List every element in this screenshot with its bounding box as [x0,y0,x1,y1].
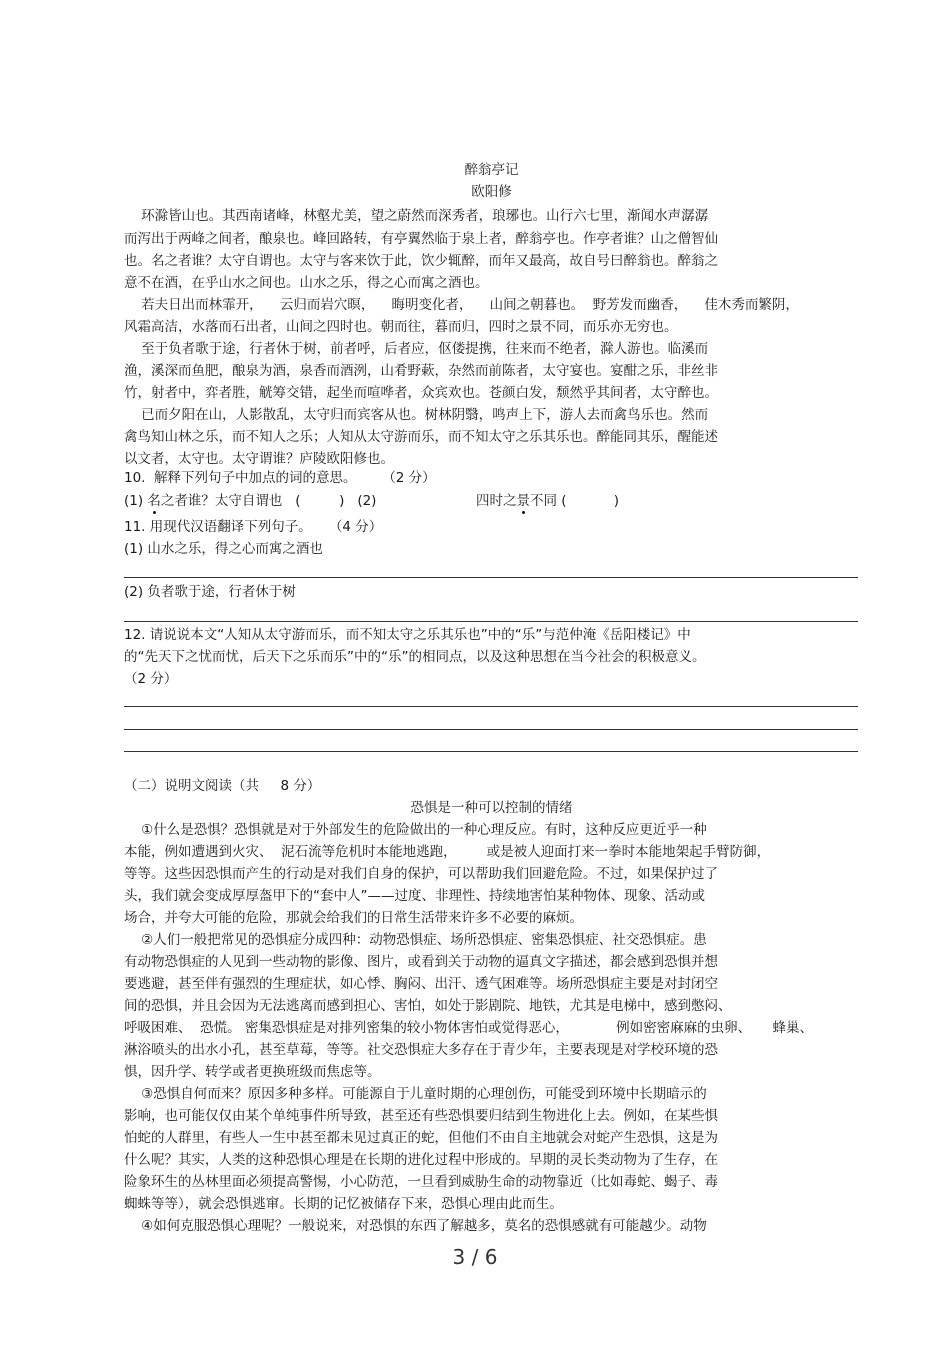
page-number: 3 / 6 [452,1245,498,1269]
article-line: 等等。这些因恐惧而产生的行动是对我们自身的保护，可以帮助我们回避危险。不过，如果保护过了 [124,866,718,882]
poem-line: 意不在酒，在乎山水之间也。山水之乐，得之心而寓之酒也。 [124,275,489,291]
question-12-line: 12. 请说说本文“人知从太守游而乐，而不知太守之乐其乐也”中的“乐”与范仲淹《岳阳楼记》中 [124,627,691,643]
question-11-item2: (2) 负者歌于途，行者休于树 [124,584,296,600]
article-line: ④如何克服恐惧心理呢？一般说来，对恐惧的东西了解越多，莫名的恐惧感就有可能越少。动物 [124,1218,707,1234]
article-line: 影响，也可能仅仅由某个单纯事件所导致，甚至还有些恐惧要归结到生物进化上去。例如，在某些惧 [124,1108,718,1124]
article-line: 什么呢？其实，人类的这种恐惧心理是在长期的进化过程中形成的。早期的灵长类动物为了生存，在 [124,1152,718,1168]
question-11-stem: 11. 用现代汉语翻译下列句子。 （4 分） [124,519,383,535]
article-line: 场合，并夸大可能的危险，那就会给我们的日常生活带来许多不必要的麻烦。 [124,910,583,926]
article-line: ②人们一般把常见的恐惧症分成四种：动物恐惧症、场所恐惧症、密集恐惧症、社交恐惧症。患 [124,932,707,948]
article-line: 淋浴喷头的出水小孔，甚至草莓，等等。社交恐惧症大多存在于青少年，主要表现是对学校环境的恐 [124,1042,718,1058]
article-line: 蜘蛛等等），就会恐惧逃窜。长期的记忆被储存下来，恐惧心理由此而生。 [124,1196,563,1212]
poem-line: 竹，射者中，弈者胜，觥筹交错，起坐而喧哗者，众宾欢也。苍颜白发，颓然乎其间者，太守醉也。 [124,385,718,401]
article-line: 本能，例如遭遇到火灾、 泥石流等危机时本能地逃跑， 或是被人迎面打来一拳时本能地架起手臂防御， [124,844,771,860]
article-line: 头，我们就会变成厚厚盔甲下的“套中人”——过度、非理性、持续地害怕某种物体、现象、活动或 [124,888,705,904]
q10-part1-prefix: (1) [124,493,148,509]
answer-line [124,577,858,578]
answer-line [124,751,858,752]
answer-line [124,729,858,730]
q10-part2-prefix: 四时之 [476,493,517,509]
article-line: 险象环生的丛林里面必须提高警惕，小心防范，一旦看到威胁生命的动物靠近（比如毒蛇、蝎子、毒 [124,1174,718,1190]
article-line: ③恐惧自何而来？原因多种多样。可能源自于儿童时期的心理创伤，可能受到环境中长期暗示的 [124,1086,707,1102]
poem-line: 以文者，太守也。太守谓谁？庐陵欧阳修也。 [124,451,394,467]
poem-line: 至于负者歌于途，行者休于树，前者呼，后者应，伛偻提携，往来而不绝者，滁人游也。临溪而 [124,341,709,357]
article-line: 要逃避，甚至伴有强烈的生理症状，如心悸、胸闷、出汗、透气困难等。场所恐惧症主要是对封闭空 [124,976,718,992]
answer-line [124,706,858,707]
article-line: ①什么是恐惧？恐惧就是对于外部发生的危险做出的一种心理反应。有时，这种反应更近乎一种 [124,822,707,838]
poem-line: 禽鸟知山林之乐，而不知人之乐；人知从太守游而乐，而不知太守之乐其乐也。醉能同其乐，醒能述 [124,429,718,445]
article-line: 有动物恐惧症的人见到一些动物的影像、图片，或看到关于动物的逼真文字描述，都会感到恐惧并想 [124,954,718,970]
poem-title: 醉翁亭记 [464,162,519,178]
q10-part2-suffix: 不同 ( ) [530,493,620,509]
article-line: 惧，因升学、转学或者更换班级而焦虑等。 [124,1064,381,1080]
question-12-line: 的“先天下之忧而忧，后天下之乐而乐”中的“乐”的相同点，以及这种思想在当今社会的积极意义。 [124,649,706,665]
article-line: 呼吸困难、 恐慌。 密集恐惧症是对排列密集的较小物体害怕或觉得恶心， 例如密密麻麻的虫卵、 蜂巢、 [124,1020,814,1036]
question-11-item1: (1) 山水之乐，得之心而寓之酒也 [124,541,323,557]
q10-part1-suffix: 之者谁？太守自谓也 ( ) (2) [160,493,377,509]
question-10-stem: 10. 解释下列句子中加点的词的意思。 （2 分） [124,470,436,486]
poem-line: 若夫日出而林霏开， 云归而岩穴暝， 晦明变化者， 山间之朝暮也。 野芳发而幽香， 佳木秀而繁阴， [124,297,799,313]
poem-author: 欧阳修 [471,184,512,200]
question-12-line: （2 分） [124,671,178,687]
poem-line: 渔，溪深而鱼肥，酿泉为酒，泉香而酒洌，山肴野蔌，杂然而前陈者，太守宴也。宴酣之乐，非丝非 [124,363,718,379]
poem-line: 而泻出于两峰之间者，酿泉也。峰回路转，有亭翼然临于泉上者，醉翁亭也。作亭者谁？山之僧智仙 [124,231,718,247]
poem-line: 风霜高洁，水落而石出者，山间之四时也。朝而往，暮而归，四时之景不同，而乐亦无穷也。 [124,319,678,335]
poem-line: 也。名之者谁？太守自谓也。太守与客来饮于此，饮少辄醉，而年又最高，故自号曰醉翁也。醉翁之 [124,253,718,269]
question-10-part1 [124,492,376,510]
dotted-character: 名 [147,493,161,509]
poem-line: 环滁皆山也。其西南诸峰，林壑尤美，望之蔚然而深秀者，琅琊也。山行六七里，渐闻水声潺潺 [124,208,709,224]
question-10-part2 [476,492,619,510]
article-line: 怕蛇的人群里，有些人一生中甚至都未见过真正的蛇，但他们不由自主地就会对蛇产生恐惧，这是为 [124,1130,718,1146]
answer-line [124,621,858,622]
dotted-character: 景 [516,493,530,509]
section-2-heading: （二）说明文阅读（共 8 分） [124,778,321,794]
article-title: 恐惧是一种可以控制的情绪 [410,800,573,816]
poem-line: 已而夕阳在山，人影散乱，太守归而宾客从也。树林阴翳，鸣声上下，游人去而禽鸟乐也。然而 [124,407,709,423]
article-line: 间的恐惧，并且会因为无法逃离而感到担心、害怕，如处于影剧院、地铁，尤其是电梯中，感到憋闷、 [124,998,732,1014]
